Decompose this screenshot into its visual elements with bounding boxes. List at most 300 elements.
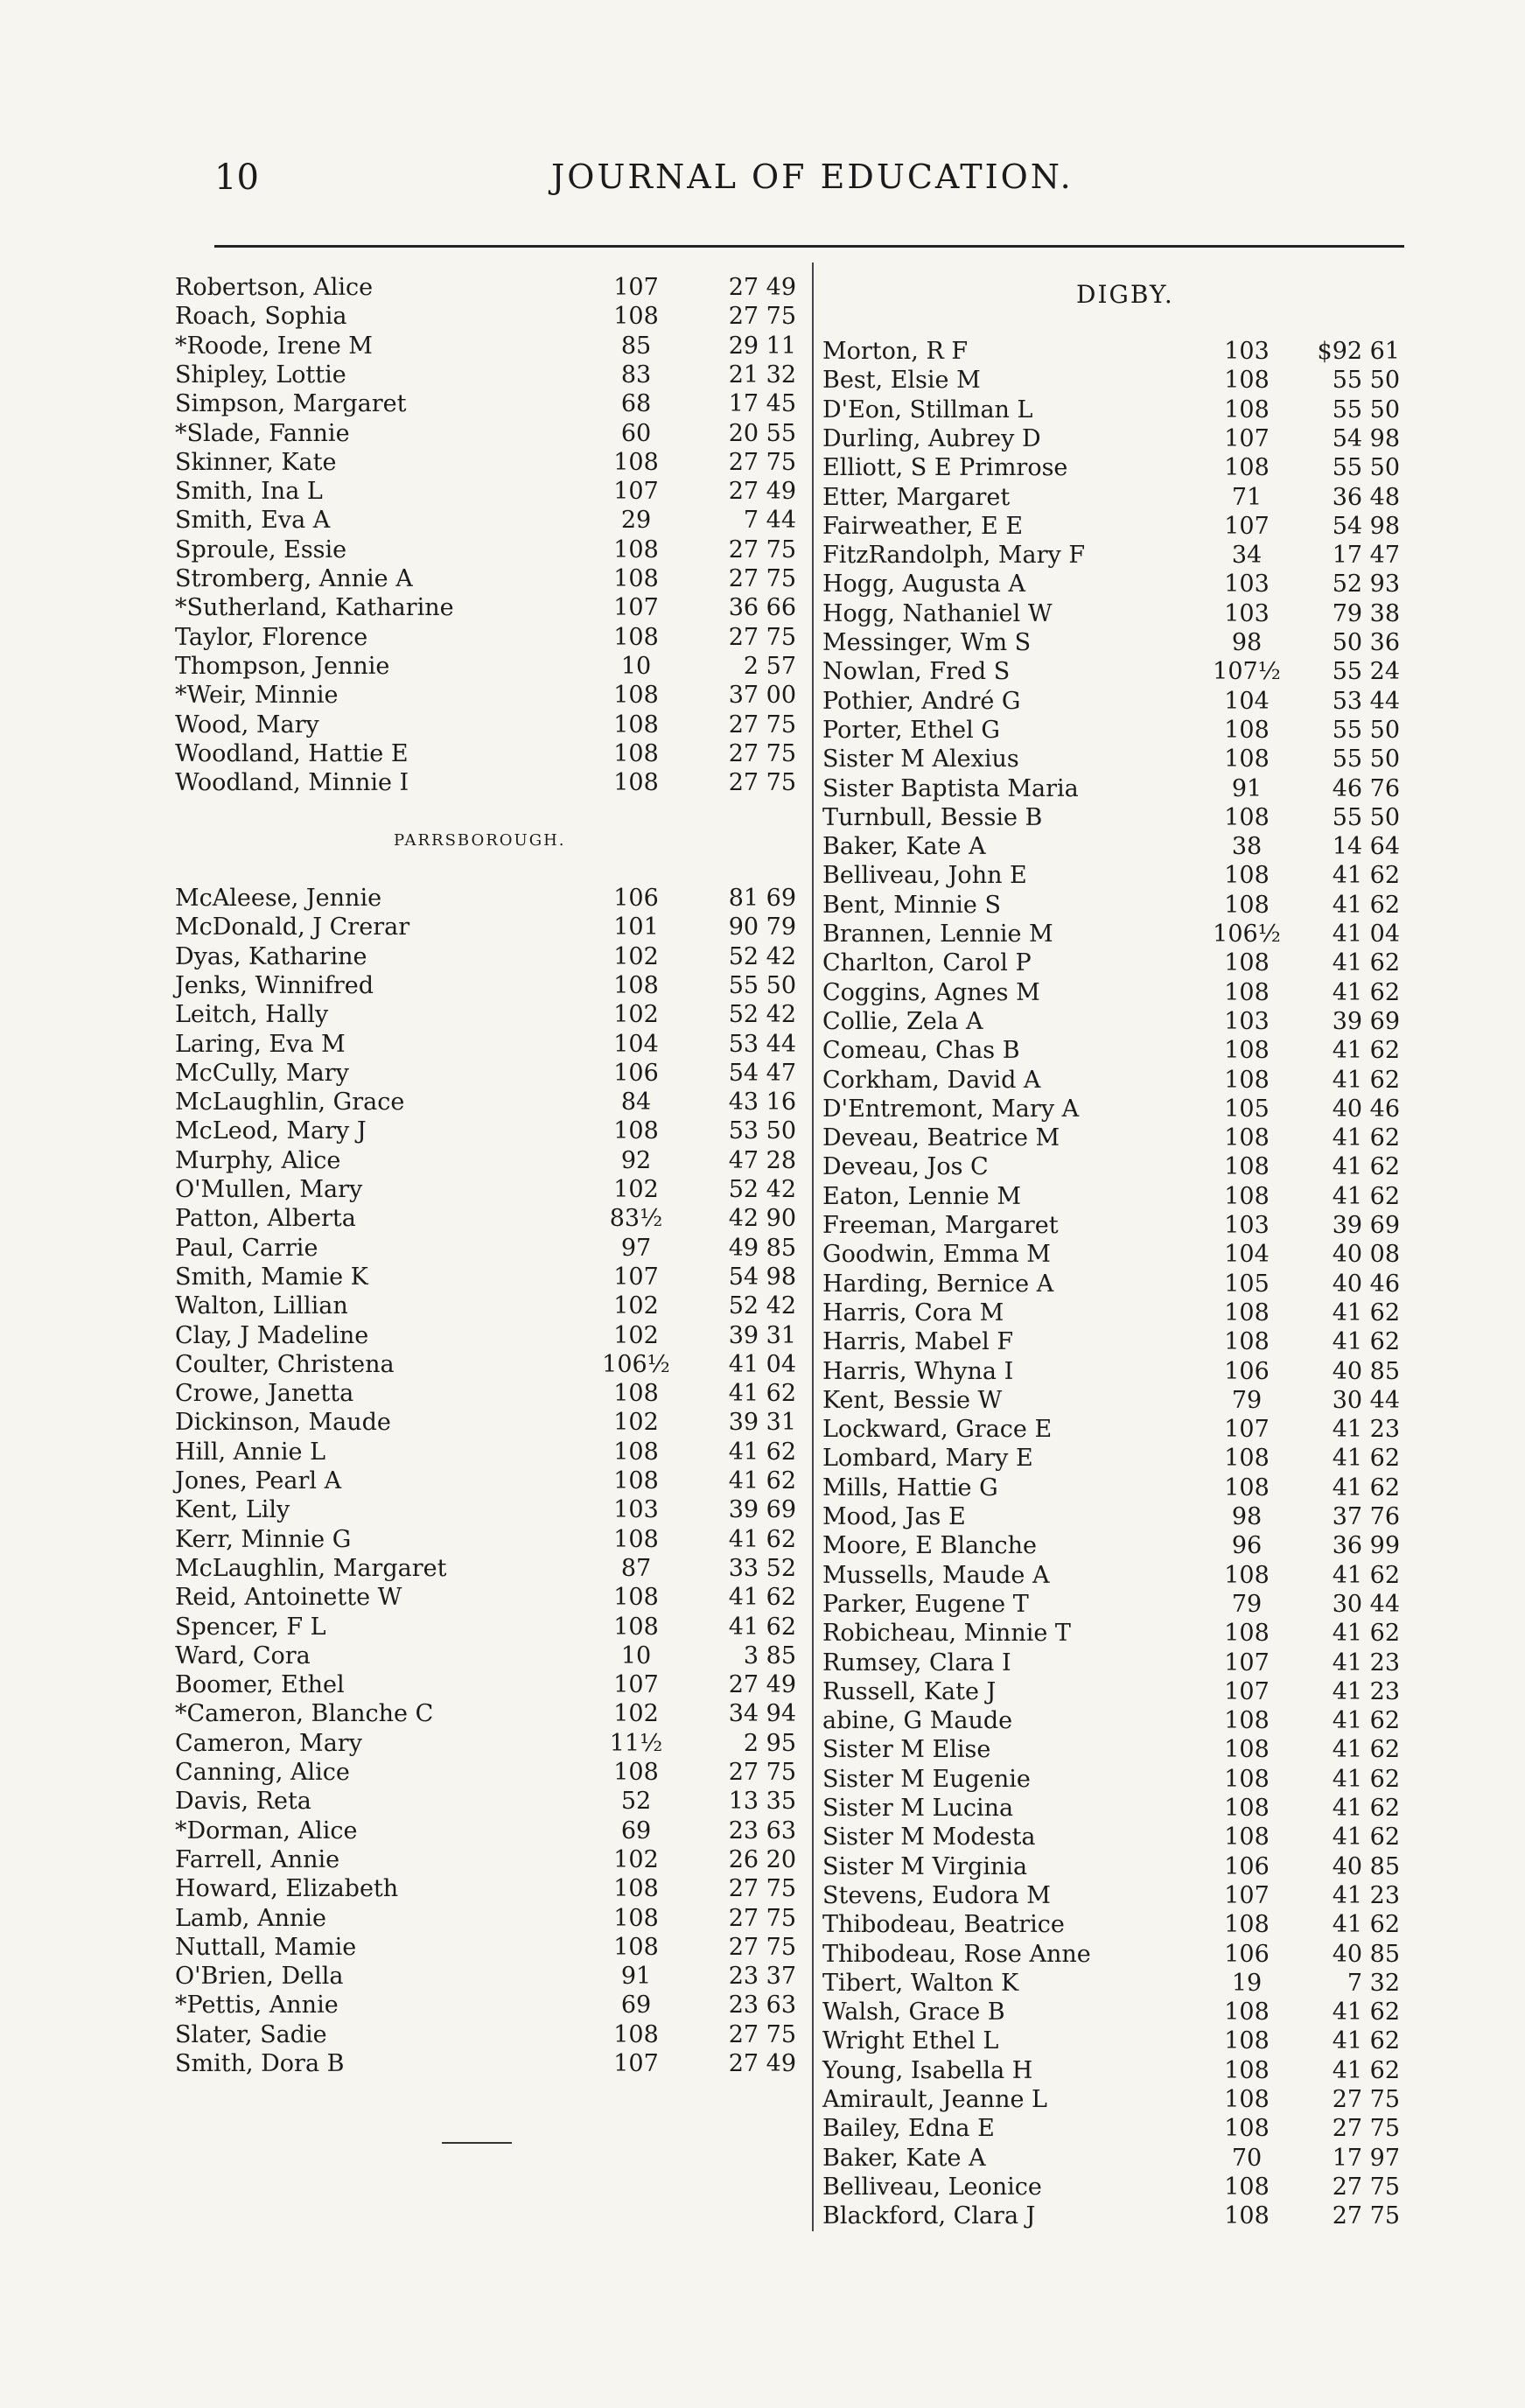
entry-days: 91 [620, 1963, 652, 1991]
entry-name: Best, Elsie M [822, 367, 981, 395]
entry-days: 102 [613, 1321, 659, 1349]
entry-name: McLaughlin, Grace [175, 1088, 405, 1116]
entry-name: Walsh, Grace B [822, 1998, 1005, 2026]
list-item [175, 1116, 796, 1145]
section-heading-parrsborough: PARRSBOROUGH. [394, 831, 566, 850]
entry-days: 68 [620, 390, 652, 418]
entry-amount: 41 62 [1332, 1765, 1400, 1793]
entry-days: 107 [613, 274, 659, 301]
entry-name: FitzRandolph, Mary F [822, 542, 1086, 570]
entry-days: 108 [613, 1117, 659, 1145]
entry-days: 108 [1224, 2086, 1270, 2113]
list-item [822, 1386, 1435, 1415]
list-item [822, 1794, 1435, 1823]
list-item [175, 360, 796, 389]
list-item [175, 1642, 796, 1670]
list-item [822, 1648, 1435, 1677]
entry-amount: 47 28 [728, 1146, 796, 1174]
list-item [822, 803, 1435, 832]
list-item [822, 512, 1435, 541]
entry-days: 70 [1231, 2144, 1263, 2172]
entry-amount: 46 76 [1332, 774, 1400, 802]
entry-amount: 41 62 [728, 1613, 796, 1641]
list-item [175, 1991, 796, 2020]
entry-amount: 54 98 [1332, 512, 1400, 540]
entry-days: 98 [1231, 629, 1263, 656]
entry-name: D'Eon, Stillman L [822, 396, 1033, 424]
list-item [175, 1350, 796, 1379]
entry-days: 108 [1224, 716, 1270, 744]
list-item [175, 506, 796, 535]
entry-name: Morton, R F [822, 338, 969, 365]
entry-amount: 37 00 [728, 682, 796, 710]
entry-amount: 90 79 [728, 914, 796, 942]
entry-amount: 27 49 [728, 478, 796, 506]
entry-name: *Sutherland, Katharine [175, 594, 454, 622]
list-item [822, 774, 1435, 803]
list-item [822, 861, 1435, 890]
entry-name: Harding, Bernice A [822, 1270, 1054, 1298]
entry-amount: 36 66 [728, 594, 796, 622]
entry-days: 108 [613, 2020, 659, 2048]
entry-days: 103 [613, 1496, 659, 1524]
list-item [822, 1823, 1435, 1852]
entry-amount: 41 23 [1332, 1881, 1400, 1909]
entry-days: 103 [1224, 599, 1270, 627]
entry-name: Stromberg, Annie A [175, 565, 413, 592]
entry-amount: 20 55 [728, 419, 796, 447]
list-item [822, 1561, 1435, 1590]
entry-name: Amirault, Jeanne L [822, 2086, 1047, 2113]
column-divider [812, 262, 814, 2231]
entry-days: 107 [613, 1671, 659, 1699]
entry-amount: 7 32 [1347, 1969, 1400, 1997]
entry-days: 108 [1224, 1066, 1270, 1094]
list-item [822, 1765, 1435, 1794]
entry-name: Shipley, Lottie [175, 360, 346, 388]
entry-amount: 27 75 [728, 623, 796, 651]
entry-name: Robicheau, Minnie T [822, 1620, 1071, 1648]
entry-name: Robertson, Alice [175, 274, 374, 301]
entry-amount: 55 50 [1332, 746, 1400, 774]
entry-name: Porter, Ethel G [822, 716, 1000, 744]
entry-name: *Slade, Fannie [175, 419, 350, 447]
list-item [175, 593, 796, 622]
entry-name: Wood, Mary [175, 710, 319, 738]
entry-amount: 41 23 [1332, 1677, 1400, 1705]
entry-amount: 41 62 [1332, 1620, 1400, 1648]
list-item [822, 1036, 1435, 1065]
entry-name: Thibodeau, Rose Anne [822, 1940, 1091, 1968]
entry-amount: 40 85 [1332, 1357, 1400, 1385]
entry-days: 105 [1224, 1095, 1270, 1123]
entry-name: Leitch, Hally [175, 1001, 329, 1029]
entry-days: 107 [613, 594, 659, 622]
entry-days: 108 [613, 448, 659, 476]
entry-name: Coulter, Christena [175, 1350, 395, 1378]
list-item [822, 2144, 1435, 2173]
list-item [175, 1758, 796, 1787]
entry-name: Thompson, Jennie [175, 652, 390, 680]
list-item [822, 687, 1435, 716]
list-item [822, 2085, 1435, 2114]
list-item [822, 628, 1435, 657]
entry-name: Canning, Alice [175, 1759, 350, 1786]
list-item [822, 657, 1435, 686]
entry-amount: 41 62 [1332, 1298, 1400, 1326]
entry-amount: 41 04 [728, 1350, 796, 1378]
entry-name: Belliveau, Leonice [822, 2173, 1042, 2201]
entry-name: Bailey, Edna E [822, 2115, 995, 2143]
entry-name: Simpson, Margaret [175, 390, 407, 418]
entry-amount: 41 62 [1332, 2027, 1400, 2055]
list-item [822, 978, 1435, 1007]
entry-amount: $92 61 [1317, 338, 1400, 365]
list-item [822, 1007, 1435, 1036]
list-item [822, 1502, 1435, 1531]
entry-name: Jenks, Winnifred [175, 971, 374, 999]
entry-name: Mood, Jas E [822, 1503, 966, 1530]
entry-amount: 27 75 [728, 565, 796, 592]
list-item [175, 1292, 796, 1320]
entry-amount: 50 36 [1332, 629, 1400, 656]
list-item [175, 1816, 796, 1845]
list-item [175, 1583, 796, 1612]
entry-days: 108 [613, 565, 659, 592]
list-item [175, 536, 796, 564]
entry-days: 108 [613, 1613, 659, 1641]
entry-name: Woodland, Minnie I [175, 769, 409, 797]
list-item [822, 1590, 1435, 1619]
entry-amount: 55 50 [728, 971, 796, 999]
entry-days: 103 [1224, 570, 1270, 598]
entry-amount: 41 62 [1332, 1037, 1400, 1065]
entry-days: 102 [613, 942, 659, 970]
list-item [175, 913, 796, 942]
entry-name: Deveau, Jos C [822, 1153, 989, 1181]
entry-name: Harris, Cora M [822, 1298, 1004, 1326]
entry-name: Kent, Bessie W [822, 1386, 1003, 1414]
entry-name: Dickinson, Maude [175, 1409, 391, 1437]
entry-days: 108 [1224, 1765, 1270, 1793]
list-item [175, 1495, 796, 1524]
entry-days: 108 [1224, 367, 1270, 395]
entry-amount: 13 35 [728, 1788, 796, 1816]
entry-amount: 41 04 [1332, 920, 1400, 948]
entry-days: 102 [613, 1001, 659, 1029]
entry-days: 84 [620, 1088, 652, 1116]
entry-amount: 27 49 [728, 2050, 796, 2077]
entry-days: 108 [613, 1380, 659, 1408]
list-item [822, 1706, 1435, 1735]
entry-days: 34 [1231, 542, 1263, 570]
list-item [822, 1735, 1435, 1764]
entry-amount: 33 52 [728, 1554, 796, 1582]
entry-name: Slater, Sadie [175, 2020, 327, 2048]
list-item [822, 948, 1435, 977]
entry-name: Brannen, Lennie M [822, 920, 1053, 948]
entry-days: 92 [620, 1146, 652, 1174]
entry-amount: 40 08 [1332, 1241, 1400, 1269]
entry-amount: 27 75 [728, 1759, 796, 1786]
entry-name: Smith, Ina L [175, 478, 323, 506]
page-header [0, 158, 1525, 210]
list-item [822, 2026, 1435, 2055]
entry-days: 91 [1231, 774, 1263, 802]
entry-name: Spencer, F L [175, 1613, 326, 1641]
entry-amount: 37 76 [1332, 1503, 1400, 1530]
entry-days: 96 [1231, 1532, 1263, 1560]
entry-days: 108 [1224, 746, 1270, 774]
entry-amount: 39 69 [1332, 1212, 1400, 1239]
entry-amount: 27 75 [728, 1904, 796, 1932]
entry-days: 107 [1224, 512, 1270, 540]
entry-amount: 41 62 [728, 1438, 796, 1466]
entry-amount: 41 62 [1332, 1153, 1400, 1181]
entry-name: Stevens, Eudora M [822, 1881, 1051, 1909]
list-item [822, 1940, 1435, 1969]
list-item [175, 1845, 796, 1874]
entry-amount: 54 98 [1332, 424, 1400, 452]
entry-days: 85 [620, 332, 652, 360]
entry-name: Cameron, Mary [175, 1729, 362, 1757]
entry-days: 79 [1231, 1386, 1263, 1414]
entry-amount: 41 62 [728, 1525, 796, 1553]
entry-days: 108 [1224, 949, 1270, 977]
entry-name: Coggins, Agnes M [822, 978, 1040, 1006]
list-item [822, 1124, 1435, 1152]
list-item [175, 1525, 796, 1554]
entry-name: *Weir, Minnie [175, 682, 339, 710]
entry-days: 108 [1224, 1474, 1270, 1502]
entry-amount: 3 85 [743, 1642, 796, 1670]
entry-name: Lockward, Grace E [822, 1416, 1053, 1444]
list-item [822, 920, 1435, 948]
entry-days: 108 [613, 1759, 659, 1786]
entry-name: Goodwin, Emma M [822, 1241, 1051, 1269]
entry-name: Crowe, Janetta [175, 1380, 354, 1408]
entry-days: 107½ [1213, 658, 1281, 686]
list-item [822, 424, 1435, 453]
list-item [822, 396, 1435, 424]
entry-name: Messinger, Wm S [822, 629, 1032, 656]
entry-name: *Dorman, Alice [175, 1816, 358, 1844]
list-item [175, 681, 796, 710]
list-item [175, 1904, 796, 1933]
list-item [175, 1874, 796, 1903]
entry-days: 102 [613, 1176, 659, 1203]
entry-amount: 41 62 [1332, 978, 1400, 1006]
entry-days: 108 [1224, 1620, 1270, 1648]
entry-name: Moore, E Blanche [822, 1532, 1037, 1560]
list-item [822, 541, 1435, 570]
entry-days: 106 [1224, 1357, 1270, 1385]
entry-days: 103 [1224, 1007, 1270, 1035]
entry-amount: 79 38 [1332, 599, 1400, 627]
entry-days: 108 [1224, 891, 1270, 919]
entry-name: Sister M Modesta [822, 1824, 1036, 1852]
list-item [175, 1204, 796, 1233]
entry-days: 108 [1224, 1445, 1270, 1473]
list-item [822, 599, 1435, 628]
entry-name: Sister M Lucina [822, 1795, 1014, 1822]
entry-name: Roach, Sophia [175, 303, 347, 331]
entry-name: Fairweather, E E [822, 512, 1024, 540]
entry-amount: 41 62 [728, 1380, 796, 1408]
entry-amount: 39 69 [728, 1496, 796, 1524]
entry-name: Baker, Kate A [822, 2144, 986, 2172]
entry-days: 106 [1224, 1940, 1270, 1968]
entry-amount: 27 75 [728, 769, 796, 797]
entry-amount: 27 75 [1332, 2173, 1400, 2201]
entry-days: 108 [1224, 1328, 1270, 1356]
entry-name: Boomer, Ethel [175, 1671, 345, 1699]
entry-days: 101 [613, 914, 659, 942]
entry-amount: 27 75 [1332, 2086, 1400, 2113]
entry-amount: 27 75 [1332, 2115, 1400, 2143]
list-item [175, 1787, 796, 1816]
list-item [175, 971, 796, 1000]
entry-amount: 41 23 [1332, 1648, 1400, 1676]
list-item [822, 1474, 1435, 1502]
entry-amount: 27 75 [728, 448, 796, 476]
entry-amount: 53 44 [1332, 687, 1400, 715]
entry-days: 108 [613, 303, 659, 331]
entry-days: 108 [1224, 2173, 1270, 2201]
entry-amount: 41 62 [1332, 1445, 1400, 1473]
entry-days: 83½ [609, 1205, 663, 1233]
list-item [175, 1234, 796, 1263]
list-item [175, 419, 796, 448]
entry-amount: 27 75 [728, 536, 796, 564]
list-item [822, 716, 1435, 745]
entry-name: Russell, Kate J [822, 1677, 997, 1705]
entry-amount: 30 44 [1332, 1386, 1400, 1414]
list-item [175, 302, 796, 331]
list-item [175, 623, 796, 652]
entry-days: 107 [613, 478, 659, 506]
list-item [175, 2020, 796, 2049]
entry-days: 108 [613, 971, 659, 999]
list-item [175, 1263, 796, 1292]
entry-amount: 41 62 [728, 1584, 796, 1612]
list-item [175, 1554, 796, 1583]
entry-name: Tibert, Walton K [822, 1969, 1019, 1997]
entry-name: Wright Ethel L [822, 2027, 999, 2055]
list-item [175, 1030, 796, 1059]
entry-name: Farrell, Annie [175, 1845, 340, 1873]
entry-name: McAleese, Jennie [175, 885, 382, 912]
entry-days: 71 [1231, 483, 1263, 511]
list-item [822, 1852, 1435, 1881]
list-item [175, 2049, 796, 2078]
list-item [822, 483, 1435, 512]
entry-name: Young, Isabella H [822, 2056, 1033, 2084]
entry-amount: 23 63 [728, 1816, 796, 1844]
entry-name: Harris, Mabel F [822, 1328, 1014, 1356]
entry-amount: 27 75 [728, 303, 796, 331]
list-item [822, 1240, 1435, 1269]
list-item [822, 2114, 1435, 2143]
entry-days: 108 [613, 1438, 659, 1466]
list-item [822, 1531, 1435, 1560]
entry-amount: 41 62 [728, 1467, 796, 1494]
entry-days: 108 [1224, 2115, 1270, 2143]
entry-amount: 42 90 [728, 1205, 796, 1233]
list-item [175, 448, 796, 477]
entry-name: Patton, Alberta [175, 1205, 356, 1233]
entry-days: 104 [613, 1030, 659, 1058]
list-item [175, 1613, 796, 1642]
entry-name: Mussells, Maude A [822, 1561, 1050, 1589]
entry-amount: 41 62 [1332, 1182, 1400, 1210]
entry-name: Sister M Elise [822, 1736, 991, 1764]
entry-name: *Roode, Irene M [175, 332, 373, 360]
entry-amount: 21 32 [728, 360, 796, 388]
entry-amount: 29 11 [728, 332, 796, 360]
entry-name: Deveau, Beatrice M [822, 1124, 1060, 1152]
entry-amount: 17 97 [1332, 2144, 1400, 2172]
entry-days: 105 [1224, 1270, 1270, 1298]
list-item [175, 1321, 796, 1350]
entry-name: Hogg, Augusta A [822, 570, 1025, 598]
entry-amount: 30 44 [1332, 1590, 1400, 1618]
entry-name: Etter, Margaret [822, 483, 1011, 511]
entry-amount: 41 62 [1332, 1824, 1400, 1852]
entry-days: 107 [1224, 424, 1270, 452]
list-item [175, 1000, 796, 1029]
entry-amount: 55 50 [1332, 367, 1400, 395]
list-item [175, 1466, 796, 1495]
entry-amount: 27 49 [728, 1671, 796, 1699]
entry-amount: 53 50 [728, 1117, 796, 1145]
list-item [822, 1357, 1435, 1386]
entry-days: 108 [613, 1904, 659, 1932]
entry-days: 108 [1224, 1707, 1270, 1735]
entry-days: 108 [1224, 2056, 1270, 2084]
list-item [175, 652, 796, 681]
entry-name: Harris, Whyna I [822, 1357, 1014, 1385]
entry-amount: 27 75 [1332, 2202, 1400, 2230]
entry-amount: 41 62 [1332, 1561, 1400, 1589]
entry-days: 108 [1224, 862, 1270, 890]
list-item [175, 1670, 796, 1699]
entry-name: Paul, Carrie [175, 1234, 318, 1262]
entry-amount: 27 75 [728, 1933, 796, 1961]
entry-name: Charlton, Carol P [822, 949, 1032, 977]
entry-days: 108 [1224, 978, 1270, 1006]
entry-days: 108 [1224, 1736, 1270, 1764]
entry-name: Collie, Zela A [822, 1007, 983, 1035]
list-item [822, 1998, 1435, 2026]
entry-name: Freeman, Margaret [822, 1212, 1059, 1239]
entry-name: Durling, Aubrey D [822, 424, 1041, 452]
entry-amount: 41 62 [1332, 1998, 1400, 2026]
entry-days: 108 [1224, 1153, 1270, 1181]
entry-name: Sister Baptista Maria [822, 774, 1079, 802]
entry-amount: 41 62 [1332, 862, 1400, 890]
entry-name: Pothier, André G [822, 687, 1021, 715]
list-item [822, 1182, 1435, 1211]
entry-days: 106 [613, 885, 659, 912]
entry-name: Sister M Eugenie [822, 1765, 1031, 1793]
list-item [822, 453, 1435, 482]
entry-amount: 39 69 [1332, 1007, 1400, 1035]
entry-amount: 53 44 [728, 1030, 796, 1058]
entry-days: 97 [620, 1234, 652, 1262]
entry-name: D'Entremont, Mary A [822, 1095, 1080, 1123]
entry-name: Laring, Eva M [175, 1030, 346, 1058]
